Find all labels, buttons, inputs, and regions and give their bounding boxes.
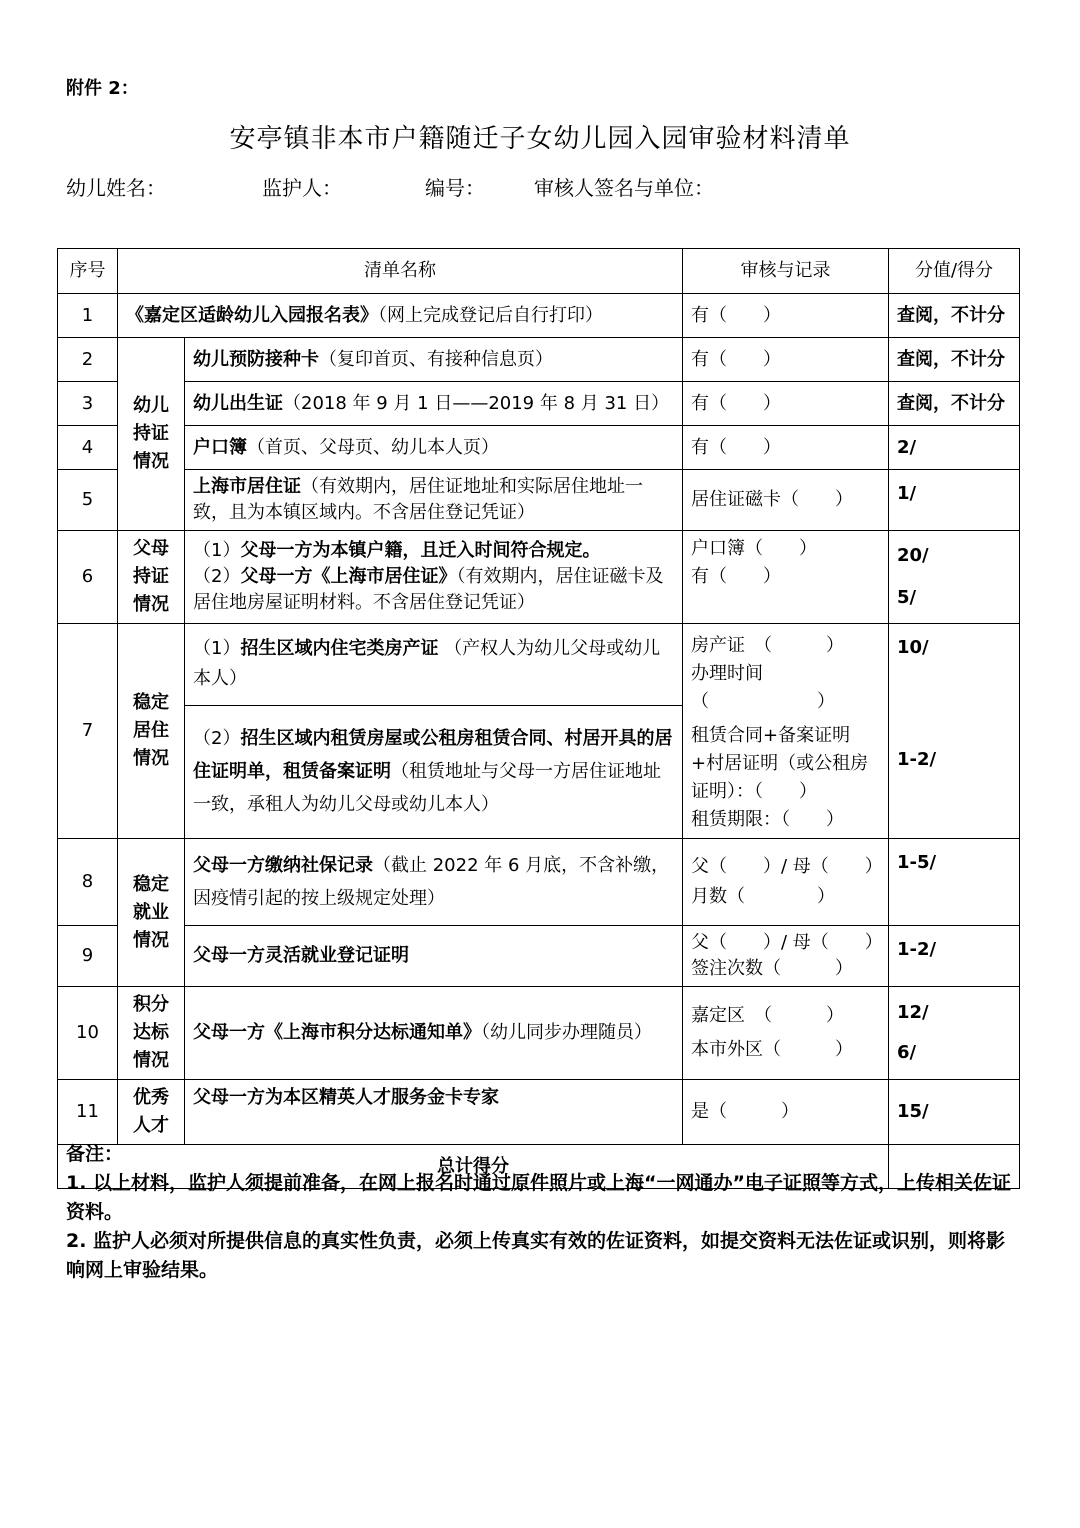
table-row — [58, 987, 1020, 1080]
item-name — [185, 987, 683, 1080]
category-parent-docs — [118, 531, 185, 624]
check-record: 有（ ） — [683, 338, 889, 382]
item-name-bold: 上海市居住证 — [193, 476, 301, 497]
table-row — [58, 338, 1020, 382]
row-number: 1 — [58, 294, 118, 338]
total-label: 总计得分 — [58, 1145, 889, 1189]
table-row — [58, 624, 1020, 706]
table-row — [58, 531, 1020, 624]
header-check-record: 审核与记录 — [683, 249, 889, 294]
score: 查阅，不计分 — [889, 382, 1020, 426]
category-line: 人才 — [133, 1115, 169, 1136]
item-name-bold: 幼儿预防接种卡 — [193, 348, 319, 370]
item-name-bold: 幼儿出生证 — [193, 392, 283, 414]
row-number: 11 — [58, 1080, 118, 1145]
category-child-docs — [118, 338, 185, 531]
item-name-note: （有效期内，居住证磁卡及居住地房屋证明材料。不含居住登记凭证） — [193, 566, 664, 613]
row-number: 8 — [58, 839, 118, 926]
row-number: 4 — [58, 426, 118, 470]
item-prefix: （2） — [193, 728, 241, 750]
item-name — [185, 531, 683, 624]
check-record — [683, 926, 889, 987]
category-line: 情况 — [133, 929, 169, 951]
check-record: 居住证磁卡（ ） — [683, 470, 889, 531]
category-line: 稳定 — [133, 873, 169, 895]
row-number: 2 — [58, 338, 118, 382]
category-employment — [118, 839, 185, 987]
check-line: 签注次数（ ） — [691, 958, 853, 979]
item-name — [185, 839, 683, 926]
score: 1-2/ — [889, 926, 1020, 987]
check-line: 父（ ）/ 母（ ） — [691, 932, 883, 953]
score: 15/ — [889, 1080, 1020, 1145]
check-record: 有（ ） — [683, 382, 889, 426]
item-name-note: （幼儿同步办理随员） — [481, 1022, 652, 1043]
score: 查阅，不计分 — [889, 338, 1020, 382]
item-name-bold: 《嘉定区适龄幼儿入园报名表》 — [126, 304, 378, 326]
item-name-bold: 父母一方为本区精英人才服务金卡专家 — [193, 1087, 499, 1108]
item-name-bold: 父母一方为本镇户籍，且迁入时间符合规定。 — [240, 540, 601, 561]
item-name-bold: 户口簿 — [193, 436, 247, 458]
check-line: 租赁合同+备案证明+村居证明（或公租房证明）：（ ） — [691, 725, 869, 802]
item-line — [193, 538, 674, 564]
check-line: 租赁期限：（ ） — [691, 809, 844, 830]
item-name-note: （有效期内，居住证地址和实际居住地址一致，且为本镇区域内。不含居住登记凭证） — [193, 476, 643, 523]
item-name-note: （截止 2022 年 6 月底，不含补缴，因疫情引起的按上级规定处理） — [193, 855, 670, 909]
item-name — [185, 624, 683, 706]
document-title: 安亭镇非本市户籍随迁子女幼儿园入园审验材料清单 — [229, 124, 851, 154]
item-name — [118, 294, 683, 338]
category-line: 达标 — [133, 1022, 169, 1043]
check-record — [683, 987, 889, 1080]
score-line: 1-2/ — [897, 749, 937, 770]
item-name-bold: 父母一方《上海市居住证》 — [240, 566, 457, 587]
score-line: 12/ — [897, 1002, 929, 1023]
check-line: 有（ ） — [691, 566, 781, 587]
table-row — [58, 294, 1020, 338]
category-residence — [118, 624, 185, 839]
row-number: 3 — [58, 382, 118, 426]
notes-heading: 备注： — [66, 1143, 124, 1165]
score: 1/ — [889, 470, 1020, 531]
header-number: 序号 — [58, 249, 118, 294]
item-name-bold: 招生区域内租赁房屋或公租房租赁合同、村居开具的居住证明单，租赁备案证明 — [193, 728, 673, 783]
item-name-note: （网上完成登记后自行打印） — [378, 304, 603, 326]
item-prefix: （1） — [193, 540, 241, 561]
check-record: 有（ ） — [683, 426, 889, 470]
item-name — [185, 1080, 683, 1145]
row-number: 5 — [58, 470, 118, 531]
item-name — [185, 338, 683, 382]
note-item: 2. 监护人必须对所提供信息的真实性负责，必须上传真实有效的佐证资料，如提交资料无法佐证或识别，则将影响网上审验结果。 — [66, 1230, 1006, 1281]
category-line: 情况 — [133, 451, 169, 472]
reviewer-label: 审核人签名与单位： — [534, 176, 714, 200]
check-line: 办理时间（ ） — [691, 663, 835, 712]
check-line: 房产证 （ ） — [691, 635, 844, 656]
item-name-note: （2018 年 9 月 1 日——2019 年 8 月 31 日） — [283, 392, 670, 414]
check-line: 户口簿（ ） — [691, 538, 817, 559]
category-line: 幼儿 — [133, 395, 169, 416]
table-header-row — [58, 249, 1020, 294]
item-prefix: （1） — [193, 638, 241, 660]
item-name-bold: 父母一方缴纳社保记录 — [193, 855, 373, 876]
item-name-note: （产权人为幼儿父母或幼儿本人） — [193, 638, 661, 690]
attachment-label: 附件 2： — [66, 78, 139, 99]
score: 2/ — [889, 426, 1020, 470]
category-line: 就业 — [133, 901, 169, 923]
category-line: 情况 — [133, 748, 169, 769]
notes — [66, 1140, 1021, 1285]
item-name — [185, 470, 683, 531]
category-line: 情况 — [133, 1050, 169, 1071]
score-line: 20/ — [897, 545, 929, 566]
score — [889, 531, 1020, 624]
category-line: 稳定 — [133, 692, 169, 713]
row-number: 7 — [58, 624, 118, 839]
check-line: 嘉定区 （ ） — [691, 1005, 844, 1026]
category-talent — [118, 1080, 185, 1145]
category-line: 优秀 — [133, 1087, 169, 1108]
score-line: 6/ — [897, 1042, 917, 1063]
table-row — [58, 470, 1020, 531]
table-row — [58, 1080, 1020, 1145]
item-name-bold: 招生区域内住宅类房产证 — [240, 638, 439, 660]
number-label: 编号： — [425, 176, 485, 200]
check-record — [683, 531, 889, 624]
check-line: 父（ ）/ 母（ ） — [691, 856, 883, 877]
child-name-label: 幼儿姓名： — [66, 176, 166, 200]
guardian-label: 监护人： — [262, 176, 342, 200]
category-line: 居住 — [133, 720, 169, 741]
item-name-bold: 父母一方《上海市积分达标通知单》 — [193, 1022, 481, 1043]
check-line: 本市外区（ ） — [691, 1039, 853, 1060]
materials-table — [57, 248, 1020, 1189]
check-line: 月数（ ） — [691, 886, 835, 907]
item-line — [193, 564, 674, 616]
check-record: 是（ ） — [683, 1080, 889, 1145]
category-line: 父母 — [133, 538, 169, 559]
table-row — [58, 382, 1020, 426]
table-row — [58, 426, 1020, 470]
item-name — [185, 382, 683, 426]
score — [889, 987, 1020, 1080]
check-record — [683, 839, 889, 926]
score — [889, 624, 1020, 839]
category-line: 持证 — [133, 423, 169, 444]
item-name — [185, 705, 683, 838]
score: 查阅，不计分 — [889, 294, 1020, 338]
table-row — [58, 839, 1020, 926]
item-name-bold: 父母一方灵活就业登记证明 — [193, 945, 409, 966]
note-item: 1. 以上材料，监护人须提前准备，在网上报名时通过原件照片或上海“一网通办”电子证照等方式，上传相关佐证资料。 — [66, 1172, 1012, 1223]
table-row — [58, 926, 1020, 987]
item-name-note: （复印首页、有接种信息页） — [319, 348, 553, 370]
score-line: 10/ — [897, 637, 929, 658]
header-score: 分值/得分 — [889, 249, 1020, 294]
check-record — [683, 624, 889, 839]
category-points — [118, 987, 185, 1080]
item-prefix: （2） — [193, 566, 241, 587]
row-number: 6 — [58, 531, 118, 624]
category-line: 情况 — [133, 594, 169, 615]
item-name — [185, 426, 683, 470]
header-item-name: 清单名称 — [118, 249, 683, 294]
check-record: 有（ ） — [683, 294, 889, 338]
row-number: 10 — [58, 987, 118, 1080]
score-line: 5/ — [897, 587, 917, 608]
score: 1-5/ — [889, 839, 1020, 926]
item-name-note: （租赁地址与父母一方居住证地址一致，承租人为幼儿父母或幼儿本人） — [193, 761, 661, 816]
category-line: 持证 — [133, 566, 169, 587]
category-line: 积分 — [133, 994, 169, 1015]
item-name — [185, 926, 683, 987]
row-number: 9 — [58, 926, 118, 987]
item-name-note: （首页、父母页、幼儿本人页） — [247, 436, 499, 458]
